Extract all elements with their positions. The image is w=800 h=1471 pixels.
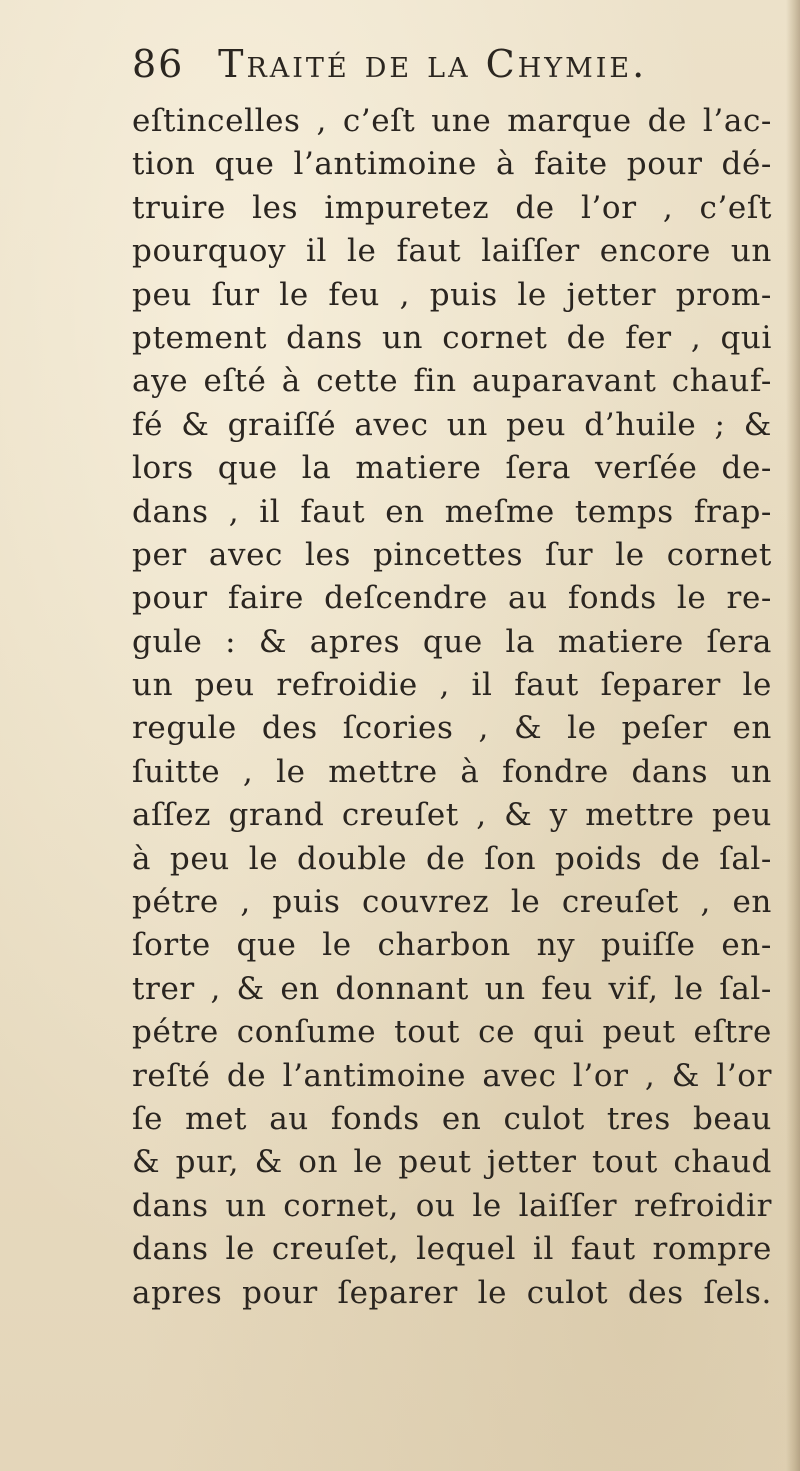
text-line: dans , il faut en meſme temps frap- (132, 493, 772, 530)
page-number: 86 (132, 42, 185, 86)
page-header (132, 42, 772, 92)
text-line: fé & graiſſé avec un peu d’huile ; & (132, 406, 772, 443)
text-line: regule des ſcories , & le peſer en (132, 710, 772, 747)
text-line: & pur, & on le peut jetter tout chaud (132, 1144, 772, 1181)
text-line: tion que l’antimoine à faite pour dé- (132, 146, 772, 183)
page-edge-shadow (786, 0, 800, 1471)
text-line: peu ſur le feu , puis le jetter prom- (132, 276, 772, 313)
text-line: eſtincelles , c’eſt une marque de l’ac- (132, 103, 772, 139)
text-line: pour faire deſcendre au fonds le re- (132, 580, 772, 617)
text-line: truire les impuretez de l’or , c’eſt (132, 189, 772, 226)
text-line: pourquoy il le faut laiſſer encore un (132, 233, 772, 270)
text-line: gule : & apres que la matiere ſera (132, 623, 772, 660)
text-line: lors que la matiere ſera verſée de- (132, 450, 772, 487)
text-line: reſté de l’antimoine avec l’or , & l’or (132, 1057, 772, 1094)
text-line: pétre conſume tout ce qui peut eſtre (132, 1014, 772, 1051)
text-line: ſe met au fonds en culot tres beau (132, 1100, 772, 1137)
text-line: aſſez grand creuſet , & y mettre peu (132, 797, 772, 834)
running-head: Traité de la Chymie. (218, 42, 648, 86)
text-line: dans le creuſet, lequel il faut rompre (132, 1231, 772, 1268)
text-line: apres pour ſeparer le culot des ſels. (132, 1274, 772, 1311)
text-line: à peu le double de ſon poids de ſal- (132, 840, 772, 877)
text-line: ſuitte , le mettre à fondre dans un (132, 753, 772, 790)
text-line: pétre , puis couvrez le creuſet , en (132, 884, 772, 921)
text-line: aye eſté à cette fin auparavant chauf- (132, 363, 772, 400)
text-line: ſorte que le charbon ny puiſſe en- (132, 927, 772, 964)
text-line: trer , & en donnant un feu vif, le ſal- (132, 970, 772, 1007)
text-line: per avec les pincettes ſur le cornet (132, 536, 772, 573)
text-line: un peu refroidie , il faut ſeparer le (132, 667, 772, 704)
text-line: dans un cornet, ou le laiſſer refroidir (132, 1187, 772, 1224)
body-text (132, 100, 772, 1315)
text-line: ptement dans un cornet de fer , qui (132, 319, 772, 356)
